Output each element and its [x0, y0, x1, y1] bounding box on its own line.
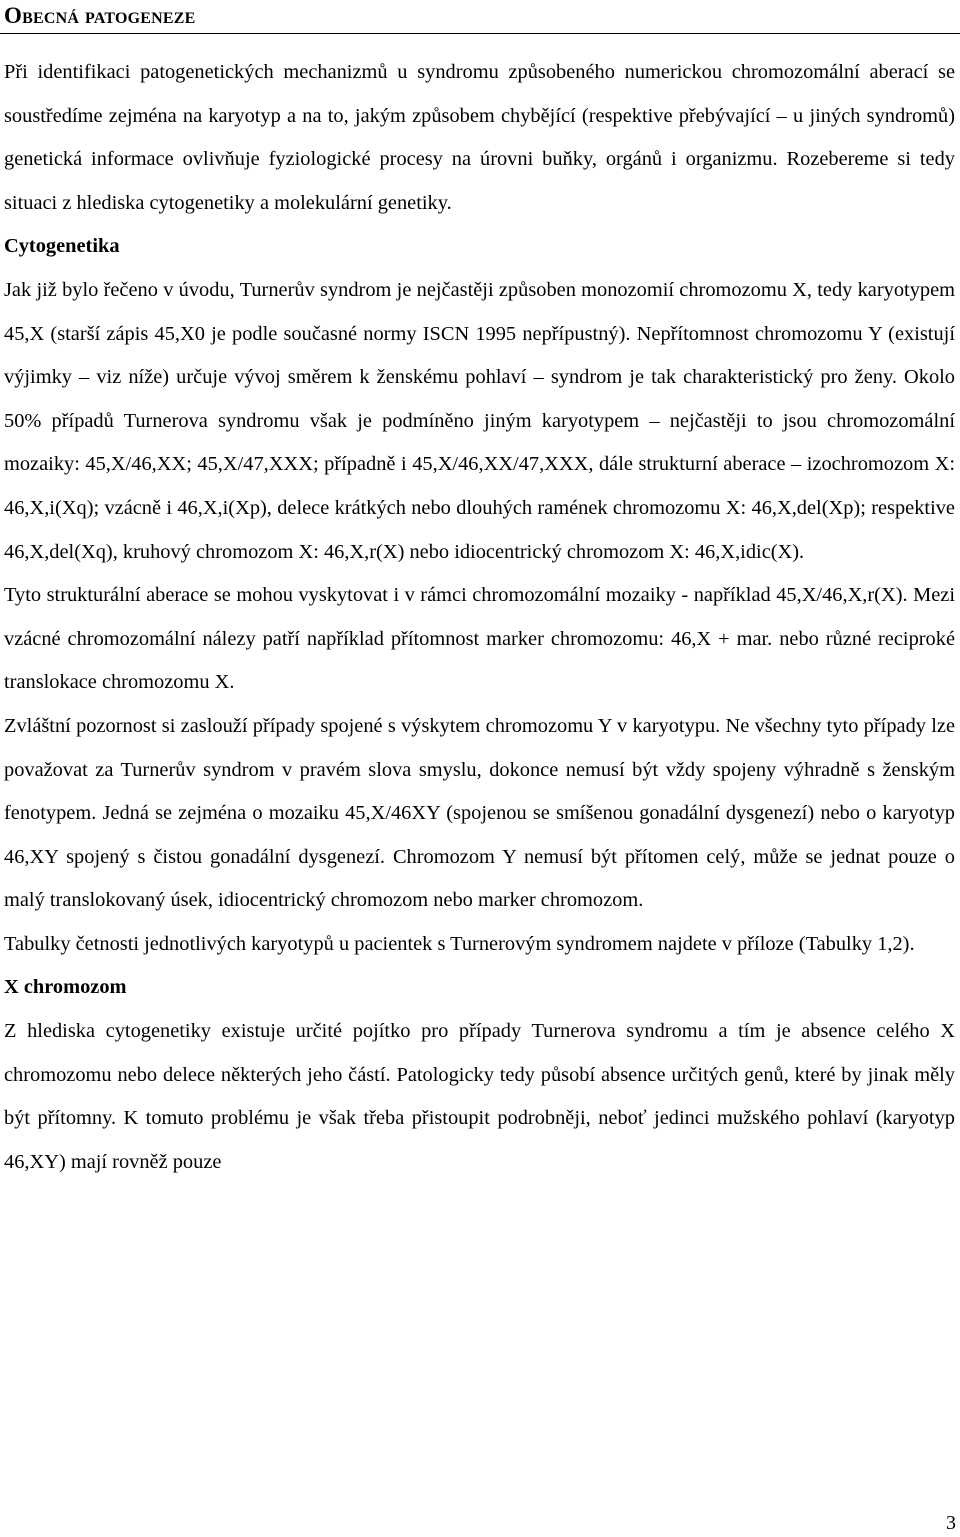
x-chromosome-heading: X chromozom: [4, 976, 127, 999]
cytogenetics-paragraph-2: Tyto strukturální aberace se mohou vyskytovat i v rámci chromozomální mozaiky - například 45,X/46,X,r(X). Mezi vzácné chromozomální nálezy patří například přítomnost marker chromozomu: 46,X + mar. nebo různé reciproké translokace chromozomu X.: [4, 584, 955, 694]
intro-paragraph: Při identifikaci patogenetických mechanizmů u syndromu způsobeného numerickou chromozomální aberací se soustředíme zejména na karyotyp a na to, jakým způsobem chybějící (respektive přebývající – u jiných syndromů) genetická informace ovlivňuje fyziologické procesy na úrovni buňky, orgánů i organizmu. Rozebereme si tedy situaci z hlediska cytogenetiky a molekulární genetiky.: [4, 61, 955, 214]
cytogenetics-paragraph-3: Zvláštní pozornost si zaslouží případy spojené s výskytem chromozomu Y v karyotypu. Ne všechny tyto případy lze považovat za Turnerův syndrom v pravém slova smyslu, dokonce nemusí být vždy spojeny výhradně s ženským fenotypem. Jedná se zejména o mozaiku 45,X/46XY (spojenou se smíšenou gonadální dysgenezí) nebo o karyotyp 46,XY spojený s čistou gonadální dysgenezí. Chromozom Y nemusí být přítomen celý, může se jednat pouze o malý translokovaný úsek, idiocentrický chromozom nebo marker chromozom.: [4, 714, 955, 912]
page-number: 3: [946, 1512, 956, 1534]
heading-divider: [0, 33, 960, 34]
cytogenetics-paragraph-4: Tabulky četnosti jednotlivých karyotypů u pacientek s Turnerovým syndromem najdete v příloze (Tabulky 1,2).: [4, 932, 915, 955]
section-heading: Obecná patogeneze: [4, 3, 196, 28]
document-body: [4, 51, 955, 1184]
cytogenetics-heading: Cytogenetika: [4, 235, 120, 258]
cytogenetics-paragraph-1: Jak již bylo řečeno v úvodu, Turnerův syndrom je nejčastěji způsoben monozomií chromozomu X, tedy karyotypem 45,X (starší zápis 45,X0 je podle současné normy ISCN 1995 nepřípustný). Nepřítomnost chromozomu Y (existují výjimky – viz níže) určuje vývoj směrem k ženskému pohlaví – syndrom je tak charakteristický pro ženy. Okolo 50% případů Turnerova syndromu však je podmíněno jiným karyotypem – nejčastěji to jsou chromozomální mozaiky: 45,X/46,XX; 45,X/47,XXX; případně i 45,X/46,XX/47,XXX, dále strukturní aberace – izochromozom X: 46,X,i(Xq); vzácně i 46,X,i(Xp), delece krátkých nebo dlouhých ramének chromozomu X: 46,X,del(Xp); respektive 46,X,del(Xq), kruhový chromozom X: 46,X,r(X) nebo idiocentrický chromozom X: 46,X,idic(X).: [4, 278, 955, 563]
x-chromosome-paragraph-1: Z hlediska cytogenetiky existuje určité pojítko pro případy Turnerova syndromu a tím je absence celého X chromozomu nebo delece některých jeho částí. Patologicky tedy působí absence určitých genů, které by jinak měly být přítomny. K tomuto problému je však třeba přistoupit podrobněji, neboť jedinci mužského pohlaví (karyotyp 46,XY) mají rovněž pouze: [4, 1020, 955, 1173]
